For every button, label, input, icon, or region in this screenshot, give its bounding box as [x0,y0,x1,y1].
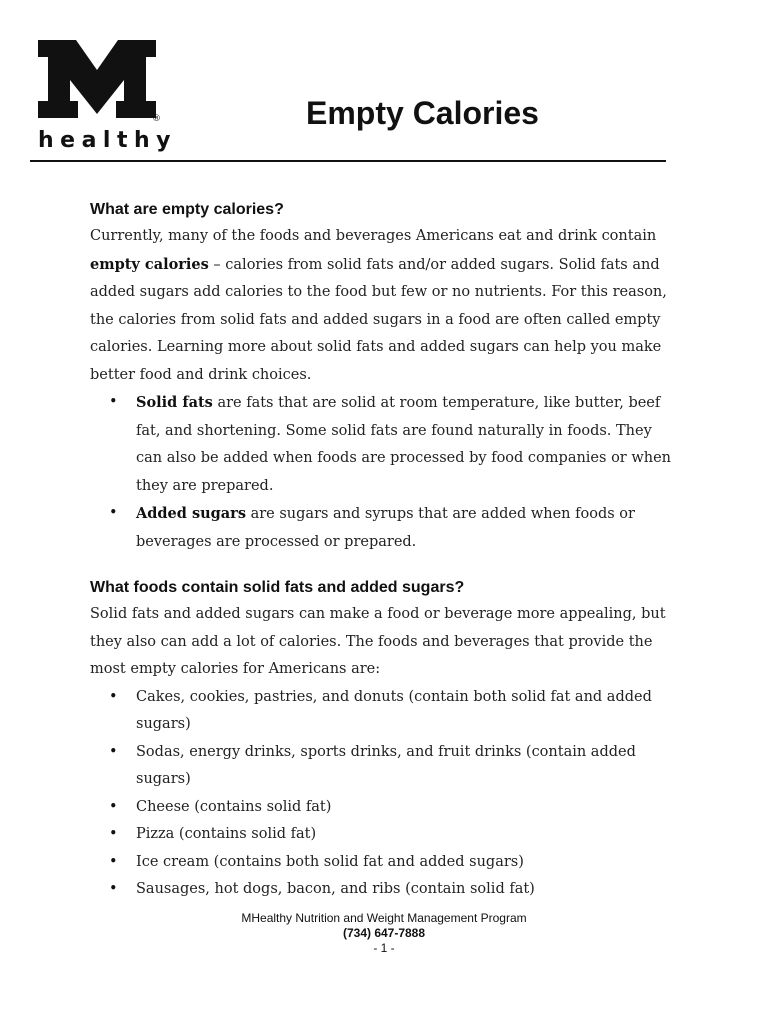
food-item-text: Sodas, energy drinks, sports drinks, and fruit drinks (contain added sugars) [136,743,636,787]
block-m-logo-mark [38,40,156,120]
section-heading-foods: What foods contain solid fats and added sugars? [90,579,465,596]
definition-list [90,389,680,556]
footer-phone: (734) 647-7888 [342,926,426,940]
footer-program-name: MHealthy Nutrition and Weight Management Program [241,911,527,925]
bullet-icon: • [109,743,118,760]
page-footer [0,911,768,956]
bullet-icon: • [109,688,118,705]
section-heading-empty-calories: What are empty calories? [90,201,284,218]
bullet-icon: • [109,505,118,521]
list-item [109,500,680,556]
food-item-text: Pizza (contains solid fat) [136,826,317,842]
bullet-icon: • [109,394,118,410]
registered-mark: ® [152,114,161,124]
list-item [109,684,680,739]
food-item-text: Cheese (contains solid fat) [136,798,332,815]
list-item [109,821,680,849]
intro-text-start: Currently, many of the foods and beverages Americans eat and drink contain [90,228,657,244]
term-solid-fats: Solid fats [136,394,213,411]
bullet-icon: • [109,881,118,897]
food-item-text: Sausages, hot dogs, bacon, and ribs (contain solid fat) [136,881,535,897]
header-divider [30,160,666,162]
document-body [90,196,680,904]
logo-wordmark: healthy [38,128,177,153]
intro-bold-term: empty calories [90,255,209,273]
term-added-sugars: Added sugars [136,505,246,522]
bullet-icon: • [109,826,118,842]
food-item-text: Cakes, cookies, pastries, and donuts (contain both solid fat and added sugars) [136,688,652,732]
list-item [109,849,680,877]
food-item-text: Ice cream (contains both solid fat and added sugars) [136,853,524,870]
section-spacer [90,556,680,574]
foods-intro-paragraph: Solid fats and added sugars can make a food or beverage more appealing, but they also can add a lot of calories. The foods and beverages that provide the most empty calories for Americans are: [90,606,666,677]
foods-list [90,684,680,904]
intro-text-rest: – calories from solid fats and/or added sugars. Solid fats and added sugars add calories to the food but few or no nutrients. For this reason, the calories from solid fats and added sugars in a food are often called empty calories. Learning more about solid fats and added sugars can help you make better food and drink choices. [90,256,667,383]
list-item [109,389,680,500]
list-item [109,794,680,822]
intro-paragraph [90,223,680,389]
mhealthy-logo [38,40,177,160]
page-title: Empty Calories [306,95,539,131]
definition-added-sugars: are sugars and syrups that are added when foods or beverages are processed or prepared. [136,506,635,550]
bullet-icon: • [109,798,118,815]
bullet-icon: • [109,853,118,870]
page-number: - 1 - [373,941,395,955]
list-item [109,739,680,794]
definition-solid-fats: are fats that are solid at room temperature, like butter, beef fat, and shortening. Some solid fats are found naturally in foods. They can also be added when foods are processed by food companies or when they are prepared. [136,395,672,494]
list-item [109,876,680,904]
